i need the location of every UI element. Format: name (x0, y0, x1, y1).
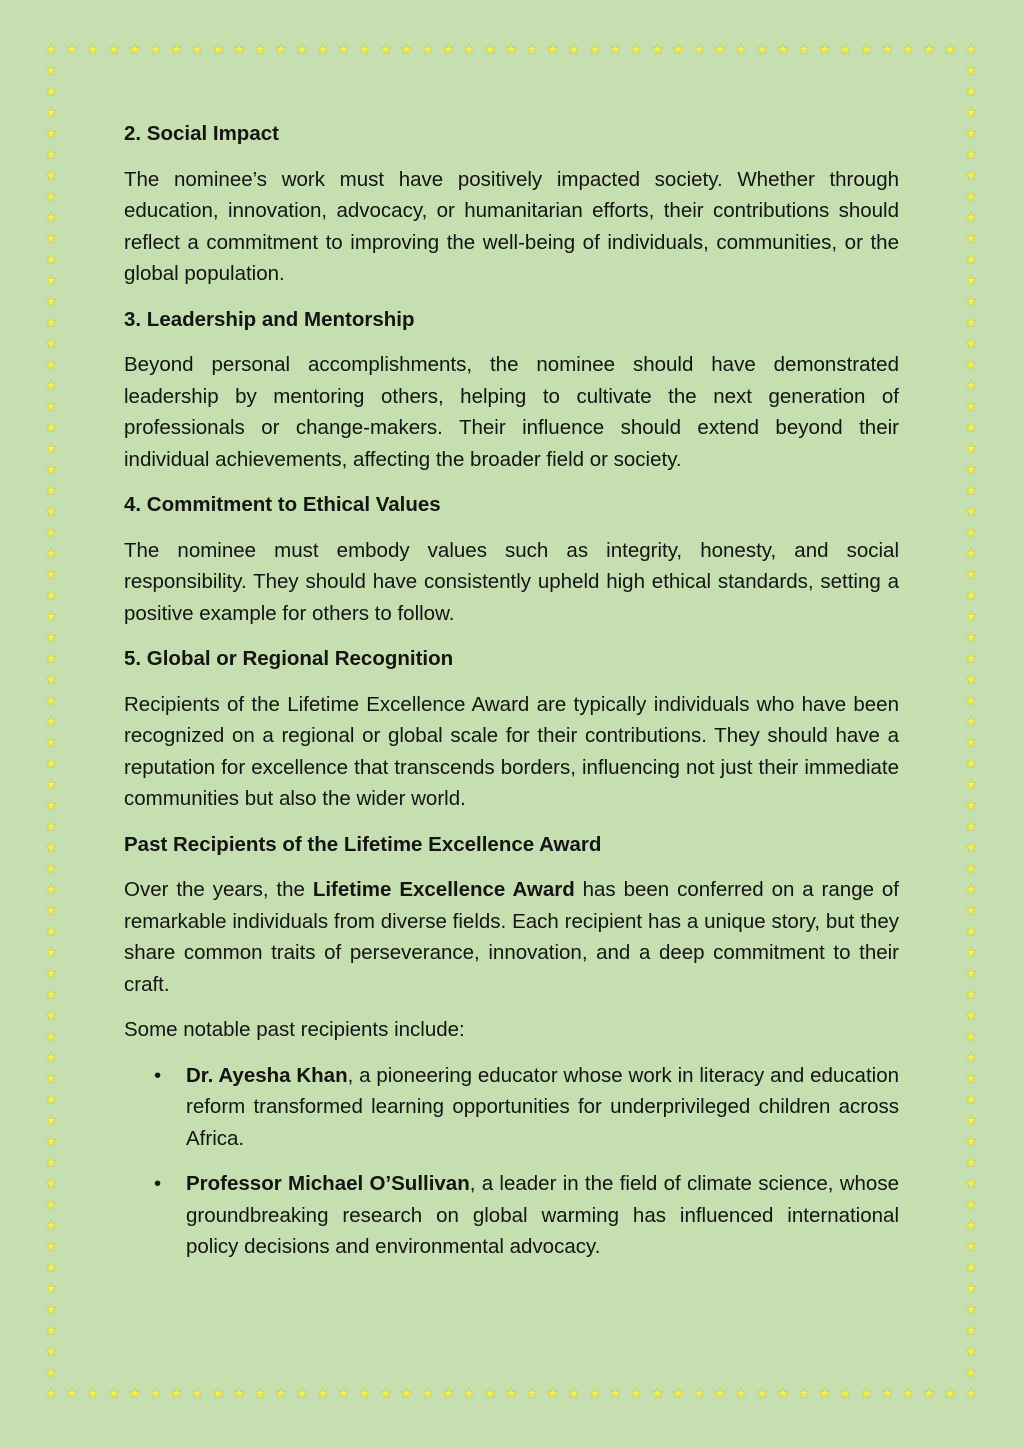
border-star-icon: ★ (295, 42, 309, 58)
border-star-icon: ★ (839, 42, 852, 58)
border-star-icon: ★ (128, 42, 141, 58)
border-star-icon: ★ (964, 84, 978, 100)
border-star-icon: ★ (107, 42, 120, 58)
section-heading: Past Recipients of the Lifetime Excellence Award (124, 832, 602, 856)
border-star-icon: ★ (86, 42, 100, 58)
border-star-icon: ★ (483, 1386, 497, 1402)
border-star-icon: ★ (316, 42, 330, 58)
border-star-icon: ★ (964, 294, 978, 310)
border-star-icon: ★ (44, 1029, 58, 1045)
recipients-list (124, 1060, 899, 1263)
border-star-icon: ★ (964, 1218, 978, 1234)
border-star-icon: ★ (44, 1134, 58, 1150)
border-star-icon: ★ (44, 1008, 58, 1024)
border-star-icon: ★ (964, 1008, 978, 1024)
border-star-icon: ★ (44, 987, 58, 1003)
border-star-icon: ★ (441, 1386, 455, 1402)
border-star-icon: ★ (964, 966, 978, 982)
border-star-icon: ★ (964, 1239, 978, 1255)
border-star-icon: ★ (860, 42, 873, 58)
border-star-icon: ★ (44, 1323, 58, 1339)
border-star-icon: ★ (964, 105, 978, 121)
border-star-icon: ★ (964, 1092, 978, 1108)
border-star-icon: ★ (65, 42, 79, 58)
border-star-icon: ★ (609, 42, 622, 58)
border-star-icon: ★ (964, 1197, 978, 1213)
border-star-icon: ★ (943, 42, 957, 58)
border-star-icon: ★ (964, 1365, 978, 1381)
section-body: Beyond personal accomplishments, the nominee should have demonstrated leadership by mentoring others, helping to cultivate the next generation of professionals or change-makers. Their influence should extend beyond their individual achievements, affecting the broader field or society. (124, 353, 899, 471)
border-star-icon: ★ (964, 1176, 978, 1192)
border-star-icon: ★ (44, 1197, 58, 1213)
past-intro (124, 874, 899, 1000)
border-star-icon: ★ (776, 1386, 790, 1402)
border-star-icon: ★ (692, 1386, 706, 1402)
border-star-icon: ★ (44, 504, 58, 520)
border-star-icon: ★ (964, 1344, 978, 1360)
border-star-icon: ★ (483, 42, 497, 58)
border-star-icon: ★ (44, 525, 58, 541)
border-star-icon: ★ (295, 1386, 309, 1402)
border-star-icon: ★ (44, 714, 58, 730)
border-star-icon: ★ (964, 651, 978, 667)
border-star-icon: ★ (44, 252, 58, 268)
border-star-icon: ★ (881, 1386, 894, 1402)
border-star-icon: ★ (964, 126, 978, 142)
recipient-description: , a pioneering educator whose work in literacy and education reform transformed learning opportunities for underprivileged children across Africa. (186, 1063, 900, 1150)
border-star-icon: ★ (44, 756, 58, 772)
border-star-icon: ★ (65, 1386, 79, 1402)
border-star-icon: ★ (964, 714, 978, 730)
border-star-icon: ★ (964, 504, 978, 520)
border-star-icon: ★ (274, 1386, 288, 1402)
border-star-icon: ★ (44, 1218, 58, 1234)
section-heading: 2. Social Impact (124, 122, 279, 145)
border-star-icon: ★ (44, 420, 58, 436)
border-star-icon: ★ (797, 42, 810, 58)
border-star-icon: ★ (964, 1260, 978, 1276)
border-star-icon: ★ (504, 1386, 518, 1402)
border-star-icon: ★ (44, 63, 58, 79)
border-star-icon: ★ (546, 42, 560, 58)
border-star-icon: ★ (44, 168, 58, 184)
border-star-icon: ★ (44, 546, 58, 562)
border-star-icon: ★ (170, 42, 183, 58)
border-star-icon: ★ (651, 42, 664, 58)
past-intro-text: Over the years, the (124, 878, 313, 901)
border-star-icon: ★ (922, 42, 936, 58)
border-star-icon: ★ (964, 420, 978, 436)
border-star-icon: ★ (964, 735, 978, 751)
border-star-icon: ★ (44, 819, 58, 835)
border-star-icon: ★ (149, 42, 162, 58)
border-star-icon: ★ (630, 42, 643, 58)
border-star-icon: ★ (964, 924, 978, 940)
border-star-icon: ★ (964, 189, 978, 205)
border-star-icon: ★ (44, 1386, 58, 1402)
border-star-icon: ★ (316, 1386, 330, 1402)
border-star-icon: ★ (44, 1113, 58, 1129)
border-star-icon: ★ (692, 42, 706, 58)
border-star-icon: ★ (358, 1386, 371, 1402)
border-star-icon: ★ (44, 1281, 58, 1297)
recipient-name: Professor Michael O’Sullivan (186, 1172, 470, 1195)
border-star-icon: ★ (755, 42, 769, 58)
border-star-icon: ★ (44, 42, 58, 58)
border-star-icon: ★ (964, 231, 978, 247)
border-star-icon: ★ (964, 63, 978, 79)
border-star-icon: ★ (274, 42, 288, 58)
border-star-icon: ★ (44, 378, 58, 394)
section-heading: 3. Leadership and Mentorship (124, 307, 415, 331)
border-star-icon: ★ (567, 1386, 580, 1402)
border-star-icon: ★ (964, 462, 978, 478)
border-star-icon: ★ (818, 42, 831, 58)
border-star-icon: ★ (44, 441, 58, 457)
list-intro: Some notable past recipients include: (124, 1018, 465, 1041)
border-star-icon: ★ (839, 1386, 852, 1402)
border-star-icon: ★ (44, 567, 58, 583)
border-star-icon: ★ (964, 819, 978, 835)
border-star-icon: ★ (232, 42, 246, 58)
border-star-icon: ★ (44, 1239, 58, 1255)
border-star-icon: ★ (797, 1386, 810, 1402)
border-star-icon: ★ (44, 1260, 58, 1276)
award-name: Lifetime Excellence Award (312, 878, 575, 901)
border-star-icon: ★ (922, 1386, 936, 1402)
border-star-icon: ★ (964, 1071, 978, 1087)
border-star-icon: ★ (421, 42, 434, 58)
border-star-icon: ★ (964, 378, 978, 394)
border-star-icon: ★ (211, 1386, 225, 1402)
border-star-icon: ★ (44, 588, 58, 604)
section-leadership (124, 304, 899, 476)
border-star-icon: ★ (44, 210, 58, 226)
border-star-icon: ★ (964, 903, 978, 919)
recipient-name: Dr. Ayesha Khan (186, 1063, 348, 1087)
border-star-icon: ★ (964, 210, 978, 226)
border-star-icon: ★ (964, 987, 978, 1003)
bullet-icon: • (154, 1172, 162, 1195)
border-star-icon: ★ (379, 1386, 392, 1402)
border-star-icon: ★ (86, 1386, 100, 1402)
border-star-icon: ★ (44, 1050, 58, 1066)
border-star-icon: ★ (964, 588, 978, 604)
border-star-icon: ★ (964, 840, 978, 856)
border-star-icon: ★ (107, 1386, 120, 1402)
border-star-icon: ★ (964, 525, 978, 541)
border-star-icon: ★ (44, 357, 58, 373)
border-star-icon: ★ (44, 777, 58, 793)
border-star-icon: ★ (191, 42, 204, 58)
border-star-icon: ★ (713, 42, 727, 58)
border-star-icon: ★ (44, 147, 58, 163)
border-star-icon: ★ (964, 441, 978, 457)
border-star-icon: ★ (170, 1386, 183, 1402)
border-star-icon: ★ (901, 1386, 915, 1402)
border-star-icon: ★ (588, 42, 601, 58)
border-star-icon: ★ (44, 903, 58, 919)
border-star-icon: ★ (860, 1386, 873, 1402)
border-star-icon: ★ (44, 882, 58, 898)
border-star-icon: ★ (44, 861, 58, 877)
border-star-icon: ★ (44, 126, 58, 142)
border-star-icon: ★ (44, 693, 58, 709)
border-star-icon: ★ (44, 840, 58, 856)
border-star-icon: ★ (525, 42, 539, 58)
border-star-icon: ★ (400, 1386, 413, 1402)
border-star-icon: ★ (44, 945, 58, 961)
border-star-icon: ★ (964, 399, 978, 415)
border-star-icon: ★ (337, 1386, 350, 1402)
border-star-icon: ★ (671, 1386, 685, 1402)
bullet-icon: • (154, 1063, 162, 1087)
border-star-icon: ★ (901, 42, 915, 58)
border-star-icon: ★ (253, 42, 267, 58)
border-star-icon: ★ (943, 1386, 957, 1402)
border-star-icon: ★ (964, 315, 978, 331)
border-star-icon: ★ (964, 945, 978, 961)
border-star-icon: ★ (609, 1386, 622, 1402)
border-star-icon: ★ (44, 609, 58, 625)
border-star-icon: ★ (128, 1386, 141, 1402)
section-past-recipients (124, 829, 899, 1263)
border-star-icon: ★ (818, 1386, 831, 1402)
border-star-icon: ★ (964, 1155, 978, 1171)
border-star-icon: ★ (671, 42, 685, 58)
border-star-icon: ★ (964, 357, 978, 373)
border-star-icon: ★ (964, 273, 978, 289)
border-star-icon: ★ (964, 42, 978, 58)
past-intro-text: has been conferred on a range of remarkable individuals from diverse fields. Each recipient has a unique story, but they share common traits of perseverance, innovation, and a deep commitment to their craft. (124, 878, 899, 996)
border-star-icon: ★ (44, 189, 58, 205)
border-star-icon: ★ (964, 609, 978, 625)
border-star-icon: ★ (713, 1386, 727, 1402)
section-recognition (124, 643, 899, 815)
border-star-icon: ★ (734, 1386, 748, 1402)
list-item (124, 1168, 899, 1263)
border-star-icon: ★ (44, 273, 58, 289)
border-star-icon: ★ (964, 861, 978, 877)
border-star-icon: ★ (379, 42, 392, 58)
border-star-icon: ★ (630, 1386, 643, 1402)
border-star-icon: ★ (964, 252, 978, 268)
border-star-icon: ★ (44, 294, 58, 310)
border-star-icon: ★ (232, 1386, 246, 1402)
border-star-icon: ★ (964, 147, 978, 163)
border-star-icon: ★ (337, 42, 350, 58)
border-star-icon: ★ (964, 168, 978, 184)
border-star-icon: ★ (881, 42, 894, 58)
border-star-icon: ★ (44, 315, 58, 331)
border-star-icon: ★ (588, 1386, 601, 1402)
border-star-icon: ★ (44, 483, 58, 499)
border-star-icon: ★ (964, 1029, 978, 1045)
border-star-icon: ★ (964, 693, 978, 709)
border-star-icon: ★ (964, 1281, 978, 1297)
border-star-icon: ★ (964, 756, 978, 772)
section-ethics (124, 489, 899, 629)
section-social-impact (124, 118, 899, 290)
document-content (124, 118, 899, 1277)
border-star-icon: ★ (964, 1113, 978, 1129)
border-star-icon: ★ (44, 336, 58, 352)
border-star-icon: ★ (462, 42, 476, 58)
border-star-icon: ★ (964, 630, 978, 646)
border-star-icon: ★ (44, 1302, 58, 1318)
border-star-icon: ★ (358, 42, 371, 58)
border-star-icon: ★ (964, 567, 978, 583)
border-star-icon: ★ (44, 651, 58, 667)
border-star-icon: ★ (964, 1302, 978, 1318)
border-star-icon: ★ (44, 1155, 58, 1171)
border-star-icon: ★ (964, 336, 978, 352)
border-star-icon: ★ (567, 42, 580, 58)
recipient-description: , a leader in the field of climate science, whose groundbreaking research on global warming has influenced international policy decisions and environmental advocacy. (186, 1172, 899, 1258)
border-star-icon: ★ (44, 1071, 58, 1087)
border-star-icon: ★ (546, 1386, 560, 1402)
border-star-icon: ★ (44, 1365, 58, 1381)
border-star-icon: ★ (44, 672, 58, 688)
section-body: The nominee’s work must have positively impacted society. Whether through education, innovation, advocacy, or humanitarian efforts, their contributions should reflect a commitment to improving the well-being of individuals, communities, or the global population. (124, 167, 899, 285)
border-star-icon: ★ (421, 1386, 434, 1402)
border-star-icon: ★ (44, 1092, 58, 1108)
border-star-icon: ★ (44, 231, 58, 247)
section-heading: 5. Global or Regional Recognition (124, 647, 454, 670)
border-star-icon: ★ (44, 105, 58, 121)
section-body: Recipients of the Lifetime Excellence Award are typically individuals who have been recognized on a regional or global scale for their contributions. They should have a reputation for excellence that transcends borders, influencing not just their immediate communities but also the wider world. (124, 692, 899, 810)
section-heading: 4. Commitment to Ethical Values (124, 493, 441, 516)
border-star-icon: ★ (964, 672, 978, 688)
border-star-icon: ★ (964, 483, 978, 499)
border-star-icon: ★ (441, 42, 455, 58)
border-star-icon: ★ (400, 42, 413, 58)
border-star-icon: ★ (964, 546, 978, 562)
border-star-icon: ★ (44, 735, 58, 751)
border-star-icon: ★ (44, 84, 58, 100)
border-star-icon: ★ (44, 798, 58, 814)
border-star-icon: ★ (964, 798, 978, 814)
border-star-icon: ★ (776, 42, 790, 58)
border-star-icon: ★ (964, 1050, 978, 1066)
border-star-icon: ★ (964, 882, 978, 898)
border-star-icon: ★ (964, 777, 978, 793)
section-body: The nominee must embody values such as integrity, honesty, and social responsibility. They should have consistently upheld high ethical standards, setting a positive example for others to follow. (124, 538, 899, 625)
border-star-icon: ★ (44, 1344, 58, 1360)
border-star-icon: ★ (191, 1386, 204, 1402)
border-star-icon: ★ (755, 1386, 769, 1402)
border-star-icon: ★ (44, 1176, 58, 1192)
border-star-icon: ★ (734, 42, 748, 58)
border-star-icon: ★ (462, 1386, 476, 1402)
border-star-icon: ★ (44, 630, 58, 646)
border-star-icon: ★ (149, 1386, 162, 1402)
border-star-icon: ★ (964, 1134, 978, 1150)
border-star-icon: ★ (44, 399, 58, 415)
border-star-icon: ★ (253, 1386, 267, 1402)
border-star-icon: ★ (44, 462, 58, 478)
border-star-icon: ★ (504, 42, 518, 58)
border-star-icon: ★ (44, 924, 58, 940)
border-star-icon: ★ (964, 1323, 978, 1339)
border-star-icon: ★ (964, 1386, 978, 1402)
border-star-icon: ★ (651, 1386, 664, 1402)
border-star-icon: ★ (211, 42, 225, 58)
list-item (124, 1060, 899, 1155)
border-star-icon: ★ (525, 1386, 539, 1402)
border-star-icon: ★ (44, 966, 58, 982)
